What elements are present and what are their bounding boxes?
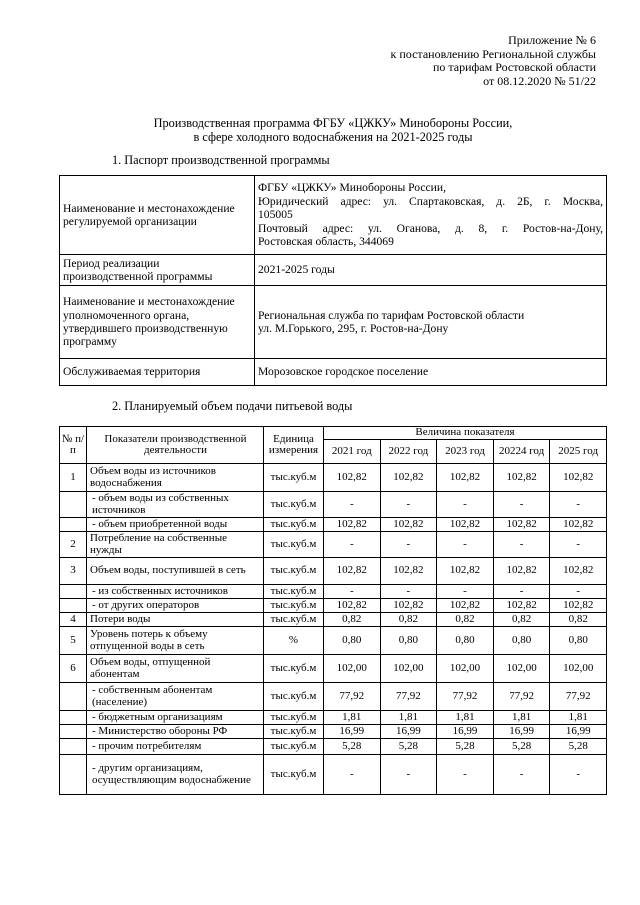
row-value: 0,80 — [380, 627, 437, 655]
row-value: 0,80 — [437, 627, 494, 655]
row-indicator: Уровень потерь к объему отпущенной воды в сеть — [87, 627, 264, 655]
appendix-line: по тарифам Ростовской области — [432, 60, 596, 75]
row-value: - — [437, 532, 494, 558]
appendix-line: Приложение № 6 — [508, 33, 596, 47]
row-value: 5,28 — [380, 739, 437, 755]
row-number — [60, 518, 87, 532]
passport-value-line: Ростовская область, 344069 — [258, 235, 394, 249]
row-unit: тыс.куб.м — [264, 739, 324, 755]
row-number: 1 — [60, 464, 87, 492]
row-value: 102,82 — [493, 558, 550, 585]
row-unit: тыс.куб.м — [264, 558, 324, 585]
row-value: - — [324, 755, 381, 795]
row-unit: тыс.куб.м — [264, 532, 324, 558]
row-indicator: - бюджетным организациям — [87, 711, 264, 725]
row-value: 102,82 — [380, 558, 437, 585]
row-value: 102,82 — [324, 558, 381, 585]
row-value: 0,82 — [380, 613, 437, 627]
row-indicator: - из собственных источников — [87, 585, 264, 599]
row-indicator: - объем воды из собственных источников — [87, 492, 264, 518]
row-value: 102,82 — [380, 518, 437, 532]
row-value: 102,00 — [493, 655, 550, 683]
row-unit: тыс.куб.м — [264, 725, 324, 739]
row-value: 102,82 — [550, 599, 607, 613]
row-value: - — [493, 585, 550, 599]
table-row — [60, 464, 607, 492]
row-value: 102,82 — [550, 558, 607, 585]
row-number — [60, 711, 87, 725]
row-value: 0,82 — [493, 613, 550, 627]
row-indicator: Потребление на собственные нужды — [87, 532, 264, 558]
row-value: 5,28 — [550, 739, 607, 755]
row-unit: тыс.куб.м — [264, 711, 324, 725]
row-value: - — [550, 492, 607, 518]
table-row — [60, 613, 607, 627]
table-row — [60, 599, 607, 613]
row-value: 102,82 — [380, 464, 437, 492]
row-value: 102,82 — [437, 464, 494, 492]
document-title — [60, 116, 606, 144]
appendix-line: к постановлению Региональной службы — [390, 46, 596, 61]
appendix-reference — [296, 34, 596, 88]
row-value: 102,82 — [437, 518, 494, 532]
row-number — [60, 585, 87, 599]
row-value: - — [493, 532, 550, 558]
row-value: - — [493, 492, 550, 518]
row-value: 102,82 — [380, 599, 437, 613]
row-value: 77,92 — [437, 683, 494, 711]
header-unit: Единица измерения — [264, 427, 324, 464]
row-value: - — [437, 585, 494, 599]
table-row — [60, 655, 607, 683]
passport-value — [255, 176, 607, 255]
row-unit: тыс.куб.м — [264, 518, 324, 532]
row-value: 77,92 — [550, 683, 607, 711]
row-value: 5,28 — [493, 739, 550, 755]
row-number — [60, 739, 87, 755]
row-value: - — [550, 585, 607, 599]
row-value: - — [493, 755, 550, 795]
title-line: в сфере холодного водоснабжения на 2021-2025 годы — [193, 130, 473, 144]
table-row — [60, 558, 607, 585]
section-1-heading: 1. Паспорт производственной программы — [112, 153, 330, 167]
table-row — [60, 739, 607, 755]
row-indicator: Объем воды из источников водоснабжения — [87, 464, 264, 492]
row-value: 5,28 — [324, 739, 381, 755]
passport-value-line: ул. М.Горького, 295, г. Ростов-на-Дону — [258, 322, 449, 335]
header-value-group: Величина показателя — [324, 427, 607, 440]
row-value: - — [324, 532, 381, 558]
appendix-line: от 08.12.2020 № 51/22 — [483, 73, 596, 88]
row-value: 102,00 — [550, 655, 607, 683]
row-unit: тыс.куб.м — [264, 755, 324, 795]
row-value: 77,92 — [324, 683, 381, 711]
row-value: - — [380, 755, 437, 795]
passport-label: Период реализации производственной программы — [60, 255, 255, 286]
header-year: 20224 год — [493, 440, 550, 464]
row-value: 1,81 — [493, 711, 550, 725]
row-indicator: - объем приобретенной воды — [87, 518, 264, 532]
row-value: - — [380, 585, 437, 599]
row-indicator: - Министерство обороны РФ — [87, 725, 264, 739]
row-value: - — [550, 532, 607, 558]
row-number — [60, 755, 87, 795]
header-indicator: Показатели производственной деятельности — [87, 427, 264, 464]
passport-value-line: Морозовское городское поселение — [258, 365, 429, 379]
row-value: 0,82 — [324, 613, 381, 627]
row-value: 102,82 — [493, 599, 550, 613]
row-value: 16,99 — [324, 725, 381, 739]
passport-row — [60, 176, 607, 255]
row-value: 102,00 — [437, 655, 494, 683]
row-number: 5 — [60, 627, 87, 655]
row-value: 102,82 — [550, 518, 607, 532]
row-unit: тыс.куб.м — [264, 613, 324, 627]
passport-row — [60, 359, 607, 386]
passport-value-line: 105005 — [258, 208, 293, 222]
row-unit: тыс.куб.м — [264, 655, 324, 683]
table-row — [60, 725, 607, 739]
row-indicator: - другим организациям, осуществляющим водоснабжение — [87, 755, 264, 795]
row-value: - — [437, 492, 494, 518]
header-year: 2025 год — [550, 440, 607, 464]
passport-table — [59, 175, 607, 386]
section-2-heading: 2. Планируемый объем подачи питьевой воды — [112, 399, 353, 413]
row-value: 102,82 — [493, 464, 550, 492]
row-value: 0,80 — [493, 627, 550, 655]
passport-value — [255, 359, 607, 386]
water-volume-table — [59, 426, 607, 795]
row-value: 16,99 — [380, 725, 437, 739]
table-row — [60, 518, 607, 532]
row-value: 102,82 — [550, 464, 607, 492]
row-unit: тыс.куб.м — [264, 585, 324, 599]
row-value: 77,92 — [380, 683, 437, 711]
row-number — [60, 599, 87, 613]
row-value: - — [324, 585, 381, 599]
title-line: Производственная программа ФГБУ «ЦЖКУ» Минобороны России, — [153, 116, 513, 130]
passport-row — [60, 286, 607, 359]
row-number — [60, 725, 87, 739]
row-value: 16,99 — [493, 725, 550, 739]
header-number: № п/п — [60, 427, 87, 464]
row-value: 1,81 — [437, 711, 494, 725]
passport-value-line: ФГБУ «ЦЖКУ» Минобороны России, — [258, 181, 446, 195]
passport-label: Наименование и местонахождение регулируемой организации — [60, 176, 255, 255]
row-value: 102,82 — [324, 599, 381, 613]
row-unit: тыс.куб.м — [264, 683, 324, 711]
header-year: 2021 год — [324, 440, 381, 464]
row-indicator: Потери воды — [87, 613, 264, 627]
row-value: - — [437, 755, 494, 795]
table-row — [60, 585, 607, 599]
passport-row — [60, 255, 607, 286]
row-value: 0,82 — [437, 613, 494, 627]
row-value: 77,92 — [493, 683, 550, 711]
row-number: 6 — [60, 655, 87, 683]
row-value: 1,81 — [550, 711, 607, 725]
passport-value-line: Региональная служба по тарифам Ростовской области — [258, 308, 525, 322]
row-value: - — [380, 532, 437, 558]
table-header-row — [60, 427, 607, 440]
row-value: - — [324, 492, 381, 518]
passport-value-line: 2021-2025 годы — [258, 263, 335, 277]
passport-value — [255, 286, 607, 359]
row-indicator: - от других операторов — [87, 599, 264, 613]
row-value: - — [380, 492, 437, 518]
row-value: 16,99 — [550, 725, 607, 739]
row-value: 0,82 — [550, 613, 607, 627]
row-value: 102,82 — [437, 558, 494, 585]
passport-value — [255, 255, 607, 286]
row-value: 102,00 — [324, 655, 381, 683]
table-row — [60, 711, 607, 725]
row-value: 1,81 — [324, 711, 381, 725]
row-unit: тыс.куб.м — [264, 599, 324, 613]
row-number: 2 — [60, 532, 87, 558]
row-number: 4 — [60, 613, 87, 627]
row-indicator: Объем воды, поступившей в сеть — [87, 558, 264, 585]
row-indicator: - прочим потребителям — [87, 739, 264, 755]
row-unit: тыс.куб.м — [264, 492, 324, 518]
row-indicator: Объем воды, отпущенной абонентам — [87, 655, 264, 683]
row-value: - — [550, 755, 607, 795]
row-number — [60, 683, 87, 711]
row-value: 102,82 — [324, 518, 381, 532]
passport-label: Обслуживаемая территория — [60, 359, 255, 386]
row-unit: % — [264, 627, 324, 655]
row-value: 102,82 — [324, 464, 381, 492]
row-number — [60, 492, 87, 518]
row-value: 102,82 — [493, 518, 550, 532]
table-body — [60, 464, 607, 795]
row-value: 0,80 — [550, 627, 607, 655]
table-row — [60, 755, 607, 795]
row-unit: тыс.куб.м — [264, 464, 324, 492]
row-value: 1,81 — [380, 711, 437, 725]
header-year: 2022 год — [380, 440, 437, 464]
row-value: 102,82 — [437, 599, 494, 613]
row-value: 102,00 — [380, 655, 437, 683]
table-row — [60, 683, 607, 711]
header-year: 2023 год — [437, 440, 494, 464]
passport-value-line: Почтовый адрес: ул. Оганова, д. 8, г. Ростов-на-Дону, — [258, 221, 603, 235]
table-row — [60, 492, 607, 518]
row-indicator: - собственным абонентам (население) — [87, 683, 264, 711]
row-value: 5,28 — [437, 739, 494, 755]
row-value: 0,80 — [324, 627, 381, 655]
table-row — [60, 627, 607, 655]
row-value: 16,99 — [437, 725, 494, 739]
table-row — [60, 532, 607, 558]
row-number: 3 — [60, 558, 87, 585]
passport-value-line: Юридический адрес: ул. Спартаковская, д. 2Б, г. Москва, — [258, 194, 603, 208]
passport-label: Наименование и местонахождение уполномоченного органа, утвердившего производственную программу — [60, 286, 255, 359]
